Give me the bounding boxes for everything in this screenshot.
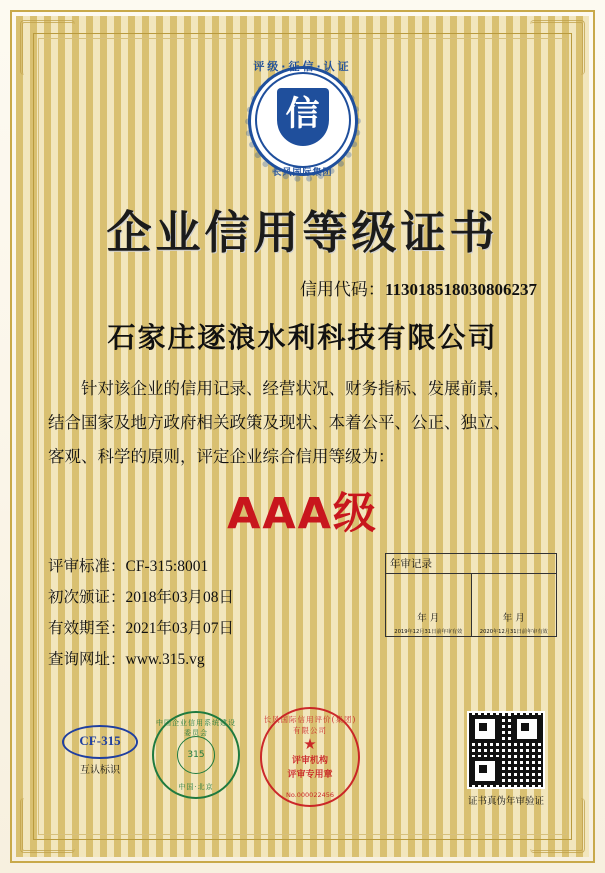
credit-grade: AAA级 — [227, 489, 378, 539]
annual-review-cell-1-ym: 年 月 — [417, 613, 440, 624]
qr-caption: 证书真伪年审验证 — [467, 796, 544, 807]
details-and-annual-row — [48, 551, 557, 675]
qr-finder-top-left — [471, 715, 499, 743]
body-line-2: 结合国家及地方政府相关政策及现状、本着公平、公正、独立、 — [48, 413, 510, 432]
emblem-shield-icon: 信 — [277, 88, 329, 146]
detail-issue-date-value: 2018年03月08日 — [125, 589, 235, 606]
cf315-oval-seal-caption: 互认标识 — [80, 765, 120, 776]
credit-system-round-seal — [152, 711, 240, 799]
detail-website-value[interactable]: www.315.vg — [125, 651, 205, 668]
body-line-3: 客观、科学的原则，评定企业综合信用等级为： — [48, 447, 395, 466]
globe-icon: 315 — [177, 736, 215, 774]
qr-verification[interactable] — [467, 711, 545, 807]
qr-code-icon[interactable] — [467, 711, 545, 789]
body-line-1: 针对该企业的信用记录、经营状况、财务指标、发展前景， — [81, 379, 510, 398]
detail-issue-date-label: 初次颁证： — [48, 588, 126, 606]
qr-finder-bottom-left — [471, 757, 499, 785]
star-icon: ★ — [303, 737, 317, 753]
evaluation-agency-red-seal — [260, 707, 360, 807]
certificate-content — [48, 44, 557, 829]
annual-review-cell-1-note: 2019年12月31日前年审有效 — [394, 629, 463, 635]
annual-review-cells — [385, 573, 557, 637]
certificate-body — [48, 372, 557, 474]
company-name: 石家庄逐浪水利科技有限公司 — [107, 321, 498, 354]
detail-standard-label: 评审标准： — [48, 557, 126, 575]
emblem-arc-bottom-text: 长风国际集团 — [272, 168, 333, 178]
evaluation-agency-seal-arc-top: 长风国际信用评价(集团)有限公司 — [263, 715, 357, 735]
credit-system-seal-arc-top: 中国企业信用系统建设委员会 — [156, 719, 236, 737]
credit-code-value: 113018518030806237 — [384, 280, 537, 299]
detail-valid-until-value: 2021年03月07日 — [125, 620, 235, 637]
annual-review-cell-2-note: 2020年12月31日前年审有效 — [479, 629, 548, 635]
credit-code-label: 信用代码： — [299, 280, 385, 300]
detail-valid-until-label: 有效期至： — [48, 619, 126, 637]
credit-code-line — [48, 275, 557, 300]
evaluation-agency-seal-number: No.000022456 — [285, 791, 334, 799]
evaluation-agency-seal-ring — [260, 707, 360, 807]
credit-system-seal-arc-bottom: 中国·北京 — [178, 783, 214, 791]
detail-standard-value: CF-315:8001 — [125, 558, 209, 575]
annual-review-box — [385, 553, 557, 637]
cf315-oval-seal — [62, 725, 138, 776]
emblem-arc-top-text: 评级·征信·认证 — [253, 60, 352, 73]
qr-finder-top-right — [513, 715, 541, 743]
annual-review-cell-1 — [386, 574, 471, 636]
cf315-oval-seal-text: CF-315 — [62, 725, 138, 759]
detail-valid-until — [48, 613, 234, 644]
detail-website-label: 查询网址： — [48, 650, 126, 668]
organization-emblem — [235, 58, 371, 182]
annual-review-cell-2 — [471, 574, 557, 636]
annual-review-cell-2-ym: 年 月 — [502, 613, 525, 624]
evaluation-agency-seal-mid: 评审机构 — [291, 756, 328, 766]
seals-row — [48, 703, 557, 823]
annual-review-title: 年审记录 — [385, 553, 557, 573]
detail-standard — [48, 551, 234, 582]
certificate-details — [48, 551, 234, 675]
credit-system-seal-ring — [152, 711, 240, 799]
detail-website — [48, 644, 234, 675]
detail-issue-date — [48, 582, 234, 613]
page-title: 企业信用等级证书 — [106, 206, 499, 259]
evaluation-agency-seal-sub: 评审专用章 — [287, 770, 333, 780]
